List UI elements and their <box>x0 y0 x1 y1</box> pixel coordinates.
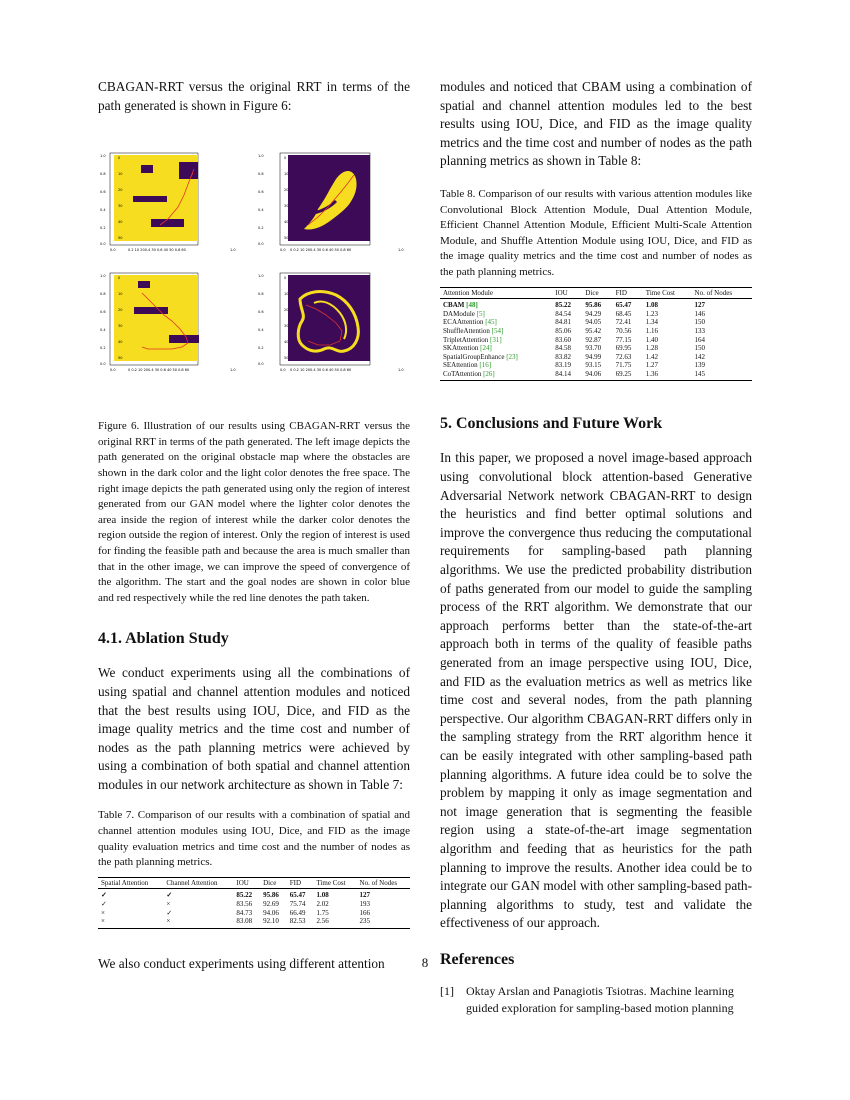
table-cell: × <box>98 917 163 928</box>
svg-text:10: 10 <box>118 292 123 297</box>
table-cell: 146 <box>694 309 706 318</box>
table-cell: 94.06 <box>263 908 279 917</box>
svg-text:1.0: 1.0 <box>258 274 264 279</box>
table-cell: ✓ <box>166 891 173 900</box>
table-cell: ✓ <box>166 908 173 917</box>
section-5-body: In this paper, we proposed a novel image-based approach using convolutional block attention-based Generative Adversarial Network network CBAGAN-RRT to design the heuristics and find better optimal solutions and improve the convergence thus reducing the computational requirements for sampling-based path planning algorithms. We use the predicted probability distribution of paths generated from our model to guide the sampling process of the RRT algorithm. We demonstrate that our approach performs better than the state-of-the-art approach both in terms of the quality of feasible paths generated from an image perspective using IOU, Dice, and FID as the evaluation metrics as well as metrics like time cost and several nodes, from the path planning perspective. Our algorithm CBAGAN-RRT differs only in the sampling strategy from the RRT algorithm hence it can be easily integrated with other sampling-based path planning algorithms. A future idea could be to solve the problem by mapping it only as image segmentation and not image generation that is segmenting the feasible region using a state-of-the-art image segmentation algorithm and feeding that as heuristics for the path planning to improve the results. Another idea could be to integrate our GAN model with other sampling-based path-planning algorithms to study, test and validate the effectiveness of our approach. <box>440 450 752 931</box>
svg-text:1.0: 1.0 <box>258 154 264 159</box>
table-row <box>440 370 752 381</box>
plot-roi-top <box>256 149 411 259</box>
table-cell: 65.47 <box>615 301 632 310</box>
table-cell: 84.14 <box>552 370 582 381</box>
svg-text:1.0: 1.0 <box>100 274 106 279</box>
svg-text:1.0: 1.0 <box>230 248 236 253</box>
svg-text:0.8: 0.8 <box>258 172 264 177</box>
svg-text:50: 50 <box>284 236 289 241</box>
citation-link[interactable]: [23] <box>506 352 518 361</box>
module-name: DAModule <box>443 309 475 318</box>
table-cell: × <box>101 908 105 917</box>
svg-text:0.0: 0.0 <box>100 242 106 247</box>
figure-6-caption: Figure 6. Illustration of our results using CBAGAN-RRT versus the original RRT in terms of the path generated. The left image depicts the path generated on the original obstacle map where the obstacles are shown in the dark color and the light color denotes the free space. The right image depicts the path generated using only the region of interest generated from our GAN model where the lighter color denotes the area inside the region of interest while the darker color denotes the region outside the region of interest. Only the region of interest is used for finding the feasible path and because the area is much smaller than that in the other image, we can improve the speed of convergence of the algorithm. The start and the goal nodes are shown in color blue and red respectively while the red line denotes the path taken. <box>98 420 410 604</box>
figure-intro: CBAGAN-RRT versus the original RRT in terms of the path generated is shown in Figure 6: <box>98 79 410 113</box>
reference-item <box>440 983 752 1017</box>
svg-text:0.2 10 200.4 30 0.6 40 50 0.8: 0.2 10 200.4 30 0.6 40 50 0.8 60 <box>128 248 186 253</box>
svg-text:0.4: 0.4 <box>258 208 264 213</box>
table-cell: 83.56 <box>236 900 253 909</box>
table-cell: 84.81 <box>555 318 571 327</box>
svg-text:0.2: 0.2 <box>100 226 106 231</box>
table-cell: 1.16 <box>645 326 659 335</box>
table-cell: 69.95 <box>615 344 632 353</box>
svg-text:10: 10 <box>118 172 123 177</box>
table-row <box>440 336 752 345</box>
svg-text:0 0.2 10 200.4 30 0.6 40 50 0.: 0 0.2 10 200.4 30 0.6 40 50 0.8 60 <box>290 248 352 253</box>
table-cell: 145 <box>692 370 752 381</box>
table-cell: 66.49 <box>289 908 306 917</box>
table-cell: 95.42 <box>585 326 602 335</box>
svg-text:0 0.2 10 200.4 30 0.6 40 50 0.: 0 0.2 10 200.4 30 0.6 40 50 0.8 60 <box>128 368 190 373</box>
page-number: 8 <box>421 955 429 970</box>
svg-text:40: 40 <box>284 220 289 225</box>
module-name: ECAAttention <box>443 318 484 327</box>
table-cell: 1.23 <box>645 309 659 318</box>
module-name: CBAM <box>443 301 465 310</box>
table-cell: 1.40 <box>645 335 659 344</box>
table-row <box>440 327 752 336</box>
table-7-header: IOU <box>233 877 260 889</box>
svg-text:0: 0 <box>284 276 287 281</box>
svg-text:0.0: 0.0 <box>280 368 286 373</box>
svg-text:0.6: 0.6 <box>258 310 264 315</box>
citation-link[interactable]: [54] <box>491 326 504 335</box>
module-name: TripletAttention <box>443 335 489 344</box>
svg-text:20: 20 <box>118 188 123 193</box>
svg-text:50: 50 <box>118 356 123 361</box>
table-cell: 1.42 <box>645 352 659 361</box>
table-7-header: Channel Attention <box>163 877 233 889</box>
table-cell: 166 <box>359 908 371 917</box>
svg-text:1.0: 1.0 <box>398 248 404 253</box>
module-name: SpatialGroupEnhance <box>443 352 505 361</box>
table-cell: 70.56 <box>615 326 632 335</box>
table-7-header: Spatial Attention <box>98 877 163 889</box>
table-7-header: Dice <box>260 877 287 889</box>
reference-text: Oktay Arslan and Panagiotis Tsiotras. Machine learning guided exploration for sampling-based motion planning <box>466 983 734 1015</box>
svg-text:1.0: 1.0 <box>398 368 404 373</box>
svg-text:1.0: 1.0 <box>230 368 236 373</box>
right-column <box>440 78 752 1017</box>
table-cell: 1.08 <box>645 301 659 310</box>
svg-text:40: 40 <box>118 340 123 345</box>
svg-text:0: 0 <box>118 276 121 281</box>
table-cell: 1.27 <box>645 361 659 370</box>
table-cell: 94.06 <box>582 370 612 381</box>
table-cell <box>440 299 552 310</box>
svg-text:0.8: 0.8 <box>100 292 106 297</box>
table-cell <box>440 353 552 362</box>
table-7-header: Time Cost <box>313 877 356 889</box>
table-row <box>98 909 410 918</box>
table-cell <box>440 327 552 336</box>
table-cell: 92.69 <box>263 900 279 909</box>
table-cell <box>440 310 552 319</box>
table-8-caption: Table 8. Comparison of our results with various attention modules like Convolutional Block Attention Module, Dual Attention Module, Efficient Channel Attention Module, Efficient Multi-Scale Attention Module, and Shuffle Attention Module using IOU, Dice, and FID as the image quality metrics and the time cost and number of nodes as the path planning metrics. <box>440 187 752 278</box>
table-cell: 139 <box>694 361 706 370</box>
table-cell: 2.02 <box>316 900 329 909</box>
table-8-header: FID <box>613 287 643 299</box>
table-row <box>440 353 752 362</box>
table-8-header: Attention Module <box>440 287 552 299</box>
svg-text:1.0: 1.0 <box>100 154 106 159</box>
right-intro: modules and noticed that CBAM using a combination of spatial and channel attention modules led to the best results using IOU, Dice, and FID as the image quality metrics and the time cost and number of nodes as the path planning metrics as shown in Table 8: <box>440 79 752 169</box>
table-cell: 77.15 <box>615 335 632 344</box>
citation-link[interactable]: [24] <box>480 344 492 353</box>
svg-text:50: 50 <box>284 356 289 361</box>
table-cell: 133 <box>694 326 706 335</box>
plot-rrt-original-top <box>98 149 253 259</box>
table-cell: ✓ <box>101 891 107 900</box>
table-cell: 69.25 <box>613 370 643 381</box>
table-7-header: FID <box>287 877 314 889</box>
svg-text:0.8: 0.8 <box>100 172 106 177</box>
table-cell: 94.29 <box>585 309 602 318</box>
table-cell: 1.36 <box>643 370 692 381</box>
table-cell <box>440 318 552 327</box>
svg-text:40: 40 <box>284 340 289 345</box>
table-cell: 85.22 <box>555 301 571 310</box>
table-cell: 93.15 <box>585 361 602 370</box>
table-row <box>440 361 752 370</box>
svg-text:20: 20 <box>118 308 123 313</box>
table-cell: 71.75 <box>615 361 632 370</box>
svg-text:0: 0 <box>118 156 121 161</box>
svg-text:0: 0 <box>284 156 287 161</box>
table-cell: 127 <box>694 301 706 310</box>
left-column <box>98 78 410 973</box>
table-cell: 92.87 <box>585 335 602 344</box>
citation-link[interactable]: [31] <box>490 335 502 344</box>
table-cell: 150 <box>694 318 706 327</box>
references-heading: References <box>440 950 515 968</box>
table-cell: 65.47 <box>289 891 306 900</box>
table-cell <box>440 344 552 353</box>
svg-text:0.6: 0.6 <box>100 310 106 315</box>
svg-text:0.4: 0.4 <box>100 208 106 213</box>
svg-text:0.8: 0.8 <box>258 292 264 297</box>
table-row <box>440 344 752 353</box>
svg-text:0.6: 0.6 <box>100 190 106 195</box>
table-cell: 94.05 <box>585 318 602 327</box>
table-row <box>440 310 752 319</box>
table-cell: 83.60 <box>555 335 571 344</box>
closing-text: We also conduct experiments using different attention <box>98 955 385 971</box>
table-cell: 235 <box>357 917 410 928</box>
table-row <box>98 917 410 928</box>
svg-text:0.0: 0.0 <box>110 248 116 253</box>
table-cell: 1.08 <box>316 891 329 900</box>
table-cell: 72.63 <box>615 352 632 361</box>
section-4-1-heading: 4.1. Ablation Study <box>98 630 229 648</box>
svg-text:0.0: 0.0 <box>110 368 116 373</box>
svg-text:50: 50 <box>118 236 123 241</box>
table-cell: 72.41 <box>615 318 632 327</box>
table-cell <box>440 370 552 381</box>
svg-text:10: 10 <box>284 172 289 177</box>
svg-text:0.2: 0.2 <box>258 226 264 231</box>
table-7-header: No. of Nodes <box>357 877 410 889</box>
plot-roi-bottom <box>256 269 411 379</box>
table-cell: 93.70 <box>585 344 602 353</box>
reference-number: [1] <box>440 983 454 998</box>
table-cell: 95.86 <box>585 301 602 310</box>
citation-link[interactable]: [48] <box>466 301 478 310</box>
table-row <box>98 900 410 909</box>
table-8-body <box>440 299 752 381</box>
section-4-1-body: We conduct experiments using all the combinations of using spatial and channel attention modules and noticed that the best results using IOU, Dice, and FID as the image quality metrics and the time cost and number of nodes as the path planning metrics were achieved by using a combination of both spatial and channel attention modules in our network architecture as shown in Table 7: <box>98 665 410 792</box>
table-cell: 84.58 <box>555 344 571 353</box>
table-cell: 92.10 <box>260 917 287 928</box>
table-8 <box>440 287 752 382</box>
module-name: CoTAttention <box>443 369 482 378</box>
table-cell: × <box>166 900 171 909</box>
svg-text:10: 10 <box>284 292 289 297</box>
table-cell: 85.06 <box>555 326 571 335</box>
svg-text:0.0: 0.0 <box>100 362 106 367</box>
table-8-header: No. of Nodes <box>692 287 752 299</box>
table-cell: 84.73 <box>236 908 253 917</box>
table-row <box>98 889 410 900</box>
table-8-header: Dice <box>582 287 612 299</box>
table-cell: 164 <box>694 335 706 344</box>
citation-link[interactable]: [45] <box>485 318 497 327</box>
table-cell: 193 <box>359 900 371 909</box>
table-cell: 83.08 <box>233 917 260 928</box>
table-cell: 75.74 <box>289 900 306 909</box>
svg-text:0 0.2 10 200.4 30 0.6 40 50 0.: 0 0.2 10 200.4 30 0.6 40 50 0.8 60 <box>290 368 352 373</box>
citation-link[interactable]: [5] <box>476 309 485 318</box>
svg-text:0.0: 0.0 <box>258 242 264 247</box>
svg-text:30: 30 <box>284 324 289 329</box>
table-cell: 83.19 <box>555 361 571 370</box>
module-name: SEAttention <box>443 361 478 370</box>
plot-rrt-original-bottom <box>98 269 253 379</box>
table-cell: 94.99 <box>585 352 602 361</box>
svg-text:30: 30 <box>118 204 123 209</box>
table-7-caption: Table 7. Comparison of our results with a combination of spatial and channel attention modules using IOU, Dice, and FID as the image quality evaluation metrics and time cost and the number of nodes as the path planning metrics. <box>98 809 410 869</box>
svg-text:0.0: 0.0 <box>258 362 264 367</box>
table-cell: 1.28 <box>645 344 659 353</box>
citation-link[interactable]: [16] <box>479 361 492 370</box>
table-cell <box>440 361 552 370</box>
figure-6 <box>98 149 410 379</box>
table-cell: 95.86 <box>263 891 279 900</box>
table-row <box>440 318 752 327</box>
svg-text:20: 20 <box>284 188 289 193</box>
table-cell: 2.56 <box>313 917 356 928</box>
svg-text:0.2: 0.2 <box>100 346 106 351</box>
svg-text:0.2: 0.2 <box>258 346 264 351</box>
svg-text:30: 30 <box>118 324 123 329</box>
svg-text:0.0: 0.0 <box>280 248 286 253</box>
table-cell: 142 <box>694 352 706 361</box>
svg-text:20: 20 <box>284 308 289 313</box>
table-7 <box>98 877 410 929</box>
table-cell: 83.82 <box>555 352 571 361</box>
table-cell: 150 <box>694 344 706 353</box>
citation-link[interactable]: [26] <box>483 369 495 378</box>
svg-text:30: 30 <box>284 204 289 209</box>
module-name: SKAttention <box>443 344 479 353</box>
module-name: ShuffleAttention <box>443 326 490 335</box>
svg-text:0.4: 0.4 <box>258 328 264 333</box>
table-cell: 1.34 <box>645 318 659 327</box>
table-cell: 1.75 <box>316 908 329 917</box>
table-cell: 127 <box>359 891 371 900</box>
table-cell: 84.54 <box>555 309 571 318</box>
svg-text:0.4: 0.4 <box>100 328 106 333</box>
table-cell: ✓ <box>101 900 107 909</box>
table-cell: 68.45 <box>615 309 632 318</box>
table-cell: 85.22 <box>236 891 253 900</box>
table-cell <box>440 336 552 345</box>
table-row <box>440 299 752 310</box>
table-8-header: Time Cost <box>643 287 692 299</box>
table-cell: 82.53 <box>287 917 314 928</box>
table-cell: × <box>163 917 233 928</box>
table-8-header: IOU <box>552 287 582 299</box>
section-5-heading: 5. Conclusions and Future Work <box>440 415 663 433</box>
svg-text:40: 40 <box>118 220 123 225</box>
svg-text:0.6: 0.6 <box>258 190 264 195</box>
